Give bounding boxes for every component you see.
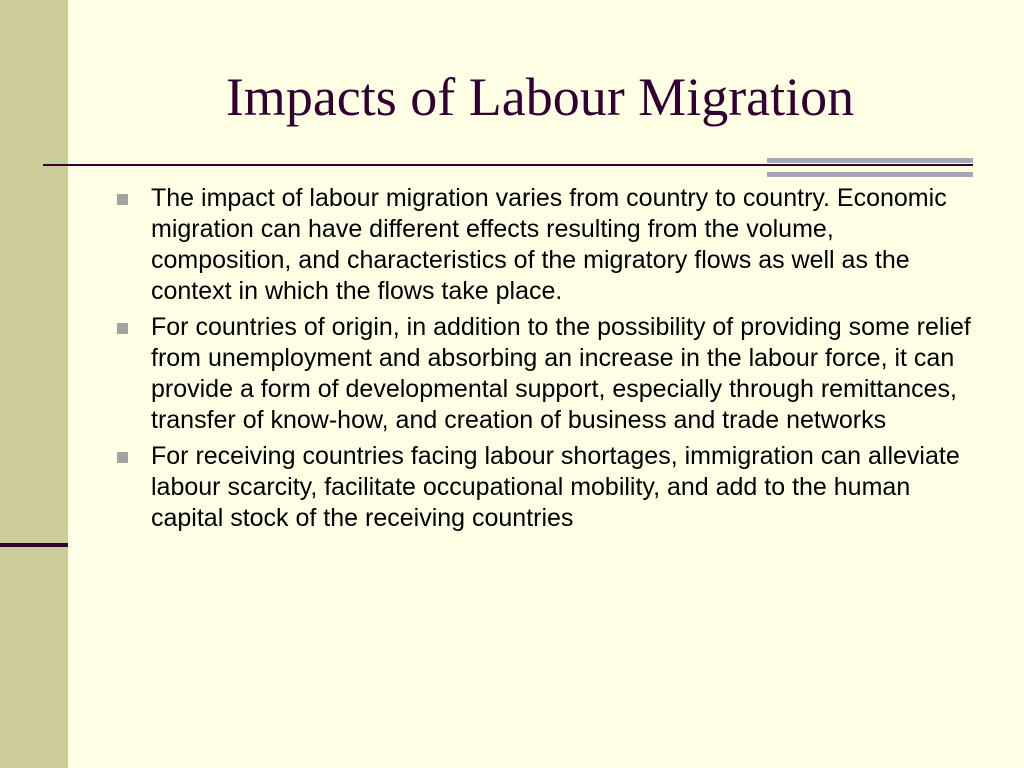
bullet-list (115, 183, 975, 539)
bullet-item (115, 183, 975, 307)
decorative-gray-bar-top (767, 158, 973, 163)
title-underline-rule (43, 164, 973, 166)
square-bullet-icon (117, 452, 128, 463)
bullet-item (115, 312, 975, 436)
bullet-text: For receiving countries facing labour shortages, immigration can alleviate labour scarcity, facilitate occupational mobility, and add to the human capital stock of the receiving countries (151, 442, 960, 532)
square-bullet-icon (117, 194, 128, 205)
bullet-text: The impact of labour migration varies from country to country. Economic migration can have different effects resulting from the volume, composition, and characteristics of the migratory flows as well as the context in which the flows take place. (151, 184, 947, 305)
bullet-text: For countries of origin, in addition to the possibility of providing some relief from unemployment and absorbing an increase in the labour force, it can provide a form of developmental support, especially through remittances, transfer of know-how, and creation of business and trade networks (151, 313, 971, 434)
decorative-gray-bar-bottom (767, 172, 973, 177)
slide-title: Impacts of Labour Migration (225, 67, 855, 127)
left-decorative-band (0, 0, 68, 768)
square-bullet-icon (117, 323, 128, 334)
bullet-item (115, 441, 975, 534)
left-accent-line (0, 543, 68, 547)
